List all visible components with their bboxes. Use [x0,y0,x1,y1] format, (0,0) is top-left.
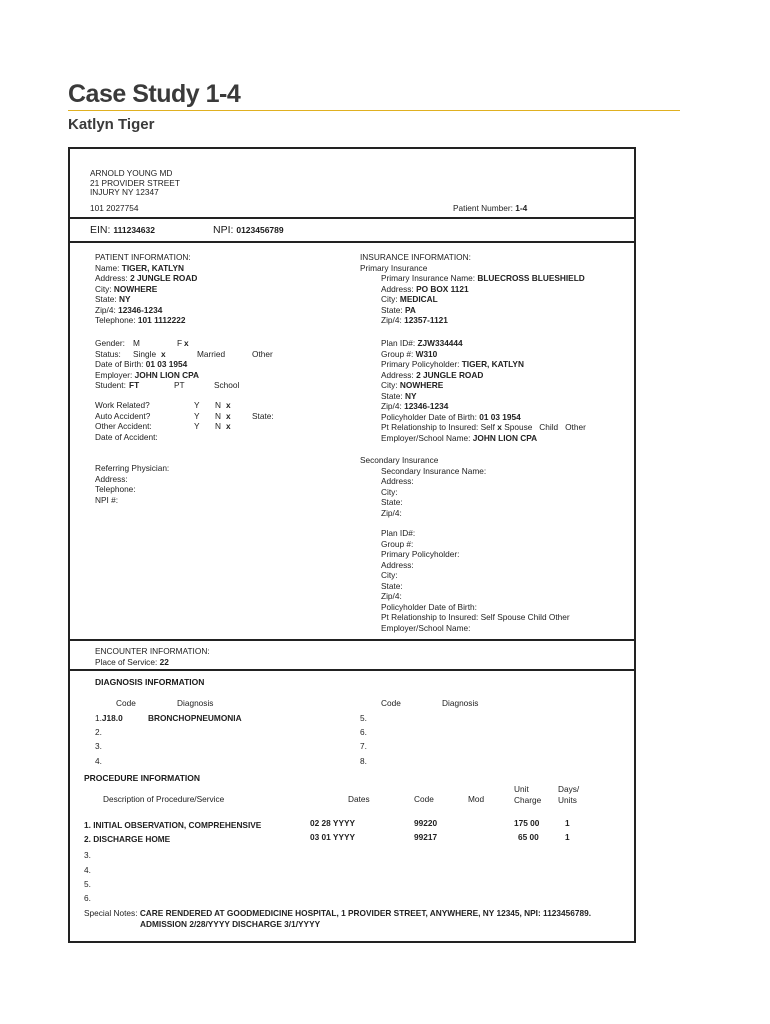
other-accident-label: Other Accident: [95,421,152,431]
relationship-row [381,422,641,433]
sec-employer-label: Employer/School Name: [381,622,471,633]
npi [213,224,284,236]
provider-block [90,168,180,198]
accident-info [95,400,345,442]
ref-npi-label: NPI #: [95,494,119,505]
unit-label-1: Unit [514,784,529,794]
student-ft: FT [129,380,140,390]
sec-ph-city-label: City: [381,570,398,580]
npi-label: NPI: [213,224,234,236]
proc-units-1: 1 [565,818,570,828]
policyholder-row [381,359,641,370]
diag-row-8: 8. [360,756,367,766]
sec-group-label: Group #: [381,538,414,549]
status-row [95,349,345,360]
proc-date-2: 03 01 YYYY [310,832,356,842]
sec-ph-state-label: State: [381,580,403,591]
patient-subtitle: Katlyn Tiger [68,116,155,133]
provider-street: 21 PROVIDER STREET [90,177,180,188]
rel-mark: x [497,422,502,432]
diagnosis-header: DIAGNOSIS INFORMATION [95,677,205,687]
sec-relationship-line: Pt Relationship to Insured: Self Spouse Child Other [381,612,570,622]
other-mark: x [226,421,231,431]
status-single: Single [133,348,157,359]
date-of-accident-label: Date of Accident: [95,431,158,442]
diag-row-5: 5. [360,713,367,723]
secondary-insurance [360,455,630,518]
encounter-header: ENCOUNTER INFORMATION: [95,646,210,656]
secondary-name-label: Secondary Insurance Name: [381,465,487,476]
rel-child: Child [539,422,559,432]
days-label-2: Units [558,794,577,805]
ph-city-label: City: [381,380,398,390]
state-value: NY [119,294,131,304]
gender-mark: x [184,338,189,348]
dob-label: Date of Birth: [95,359,144,369]
unit-label-2: Charge [514,794,542,805]
diag-code: J18.0 [101,713,123,723]
work-n: N [215,400,221,410]
provider-city: INJURY NY 12347 [90,187,159,197]
sec-policyholder-label: Primary Policyholder: [381,549,460,559]
ein-label: EIN: [90,224,111,236]
plan-id-value: ZJW334444 [417,338,463,348]
policyholder-label: Primary Policyholder: [381,359,460,369]
ph-address-value: 2 JUNGLE ROAD [416,369,484,380]
ph-state-label: State: [381,390,403,401]
patient-address [95,273,345,284]
diag-row-2: 2. [95,727,102,737]
proc-desc: INITIAL OBSERVATION, COMPREHENSIVE [93,820,262,830]
ins-zip-label: Zip/4: [381,315,402,325]
secondary-policy [381,528,641,633]
rel-spouse: Spouse [504,422,533,432]
other-n: N [215,421,221,431]
proc-units-2: 1 [565,832,570,842]
dob-value: 01 03 1954 [145,359,188,369]
auto-accident-row [95,411,345,422]
title-rule [68,110,680,111]
city-value: NOWHERE [113,283,158,294]
proc-code-1: 99220 [414,818,438,828]
ph-zip-label: Zip/4: [381,401,402,411]
page-title: Case Study 1-4 [68,80,241,108]
special-notes-label: Special Notes: [84,908,138,918]
employer-value: JOHN LION CPA [134,369,200,380]
ins-address-value: PO BOX 1121 [416,283,469,294]
zip-label: Zip/4: [95,304,116,315]
primary-name-row [381,273,630,284]
group-value: W310 [415,348,438,359]
sec-address-label: Address: [381,476,414,486]
proc-row-1 [84,820,261,831]
student-pt: PT [174,380,185,390]
proc-num: 1. [84,820,91,830]
auto-accident-label: Auto Accident? [95,410,151,421]
ph-dob-label: Policyholder Date of Birth: [381,411,477,422]
provider-name: ARNOLD YOUNG MD [90,168,173,178]
ins-city-value: MEDICAL [399,294,438,304]
ph-zip-row [381,401,641,412]
patient-city [95,284,345,295]
date-of-accident-row [95,432,345,443]
student-label: Student: [95,380,126,390]
primary-name-value: BLUECROSS BLUESHIELD [477,273,585,283]
patient-number-label: Patient Number: [453,203,513,213]
proc-row-5: 5. [84,879,91,889]
city-label: City: [95,283,112,294]
diag-code-col-left: Code [116,698,136,708]
diag-row-7: 7. [360,741,367,751]
proc-code-2: 99217 [414,832,438,842]
patient-state [95,294,345,305]
ph-state-row [381,391,641,402]
student-school: School [214,380,240,390]
ph-dob-value: 01 03 1954 [479,411,521,422]
patient-information [95,252,345,326]
encounter-information [95,646,210,667]
npi-value: 0123456789 [236,225,284,235]
ph-address-row [381,370,641,381]
other-y: Y [194,421,200,431]
ins-city-label: City: [381,294,398,304]
sec-zip-label: Zip/4: [381,507,402,518]
place-value: 22 [159,656,169,667]
patient-number-value: 1-4 [515,203,528,213]
gender-m: M [133,338,140,348]
proc-col-code: Code [414,794,434,804]
diag-row-3: 3. [95,741,102,751]
special-notes-line-2: ADMISSION 2/28/YYYY DISCHARGE 3/1/YYYY [140,919,321,929]
diag-desc-col-left: Diagnosis [177,698,214,708]
rel-self: Self [480,422,495,432]
diag-row-4: 4. [95,756,102,766]
sec-ph-zip-label: Zip/4: [381,591,402,601]
ins-address-label: Address: [381,283,414,294]
dob-row [95,359,345,370]
ins-city-row [381,294,630,305]
sec-state-label: State: [381,497,403,507]
policyholder-value: TIGER, KATLYN [461,359,524,369]
auto-mark: x [226,410,231,421]
proc-col-unit [514,784,541,805]
work-related-label: Work Related? [95,400,150,410]
primary-policy [381,338,641,443]
work-related-row [95,400,345,411]
special-notes [84,908,591,919]
student-row [95,380,345,391]
accident-state-label: State: [252,410,274,421]
diag-row-6: 6. [360,727,367,737]
days-label-1: Days/ [558,784,580,794]
diag-row-1 [95,713,123,724]
rel-other: Other [565,422,586,432]
work-y: Y [194,400,200,410]
divider-provider [68,217,636,219]
zip-value: 12346-1234 [118,304,163,315]
ph-dob-row [381,412,641,423]
gender-row [95,338,345,349]
proc-col-mod: Mod [468,794,485,804]
proc-desc: DISCHARGE HOME [93,834,171,844]
primary-insurance-header: Primary Insurance [360,262,428,273]
ins-zip-value: 12357-1121 [404,315,448,325]
sec-city-label: City: [381,486,398,497]
auto-n: N [215,410,221,421]
other-accident-row [95,421,345,432]
relationship-label: Pt Relationship to Insured: [381,422,479,432]
ins-address-row [381,284,630,295]
diag-code-col-right: Code [381,698,401,708]
ref-telephone-label: Telephone: [95,484,136,494]
ins-employer-label: Employer/School Name: [381,432,471,443]
patient-name [95,263,345,274]
sec-ph-address-label: Address: [381,559,414,570]
divider-ein [68,241,636,243]
ins-state-value: PA [405,304,416,315]
proc-row-2 [84,834,170,845]
insurance-header: INSURANCE INFORMATION: [360,252,471,262]
plan-id-row [381,338,641,349]
patient-number [453,203,527,214]
ph-city-value: NOWHERE [399,380,444,390]
group-label: Group #: [381,348,414,359]
telephone-value: 101 1112222 [137,315,186,325]
name-value: TIGER, KATLYN [121,262,184,273]
ins-zip-row [381,315,630,326]
patient-telephone [95,315,345,326]
ph-zip-value: 12346-1234 [404,401,449,411]
referring-physician [95,463,169,505]
telephone-label: Telephone: [95,315,136,325]
proc-num: 2. [84,834,91,844]
ins-state-row [381,305,630,316]
referring-label: Referring Physician: [95,463,170,473]
group-row [381,349,641,360]
status-label: Status: [95,348,121,359]
work-mark: x [226,400,231,410]
employer-row [95,370,345,381]
ph-city-row [381,380,641,391]
status-mark: x [161,348,166,359]
state-label: State: [95,294,117,304]
plan-id-label: Plan ID#: [381,338,416,348]
address-value: 2 JUNGLE ROAD [130,273,198,283]
diag-desc-col-right: Diagnosis [442,698,479,708]
place-label: Place of Service: [95,656,158,667]
status-married: Married [197,348,226,359]
primary-name-label: Primary Insurance Name: [381,273,476,283]
proc-row-6: 6. [84,893,91,903]
ins-state-label: State: [381,304,403,315]
diag-num: 1. [95,713,102,723]
proc-row-4: 4. [84,865,91,875]
status-other: Other [252,348,273,359]
gender-f: F [177,338,183,348]
divider-diagnosis [68,669,636,671]
gender-label: Gender: [95,338,125,348]
diag-desc-1: BRONCHOPNEUMONIA [148,713,242,723]
ins-employer-value: JOHN LION CPA [472,432,538,443]
insurance-information [360,252,630,326]
sec-ph-dob-label: Policyholder Date of Birth: [381,601,477,612]
proc-date-1: 02 28 YYYY [310,818,356,828]
patient-zip [95,305,345,316]
proc-row-3: 3. [84,850,91,860]
ein-value: 111234632 [113,225,155,235]
proc-col-dates: Dates [348,794,370,804]
proc-charge-2: 65 00 [518,832,539,842]
procedure-header: PROCEDURE INFORMATION [84,773,201,783]
auto-y: Y [194,410,200,421]
ref-address-label: Address: [95,473,128,484]
employer-label: Employer: [95,369,133,380]
secondary-header: Secondary Insurance [360,455,439,465]
proc-charge-1: 175 00 [514,818,540,828]
ein [90,224,155,236]
special-notes-line-1: CARE RENDERED AT GOODMEDICINE HOSPITAL, 1 PROVIDER STREET, ANYWHERE, NY 12345, NPI: 1123456789. [139,908,592,918]
ins-employer-row [381,433,641,444]
proc-col-days [558,784,579,805]
sec-plan-id-label: Plan ID#: [381,528,416,538]
ph-state-value: NY [405,390,417,401]
patient-header: PATIENT INFORMATION: [95,252,191,262]
address-label: Address: [95,273,128,283]
provider-phone: 101 2027754 [90,203,139,213]
name-label: Name: [95,262,120,273]
proc-col-description: Description of Procedure/Service [103,794,225,804]
divider-encounter [68,639,636,641]
ph-address-label: Address: [381,369,414,380]
